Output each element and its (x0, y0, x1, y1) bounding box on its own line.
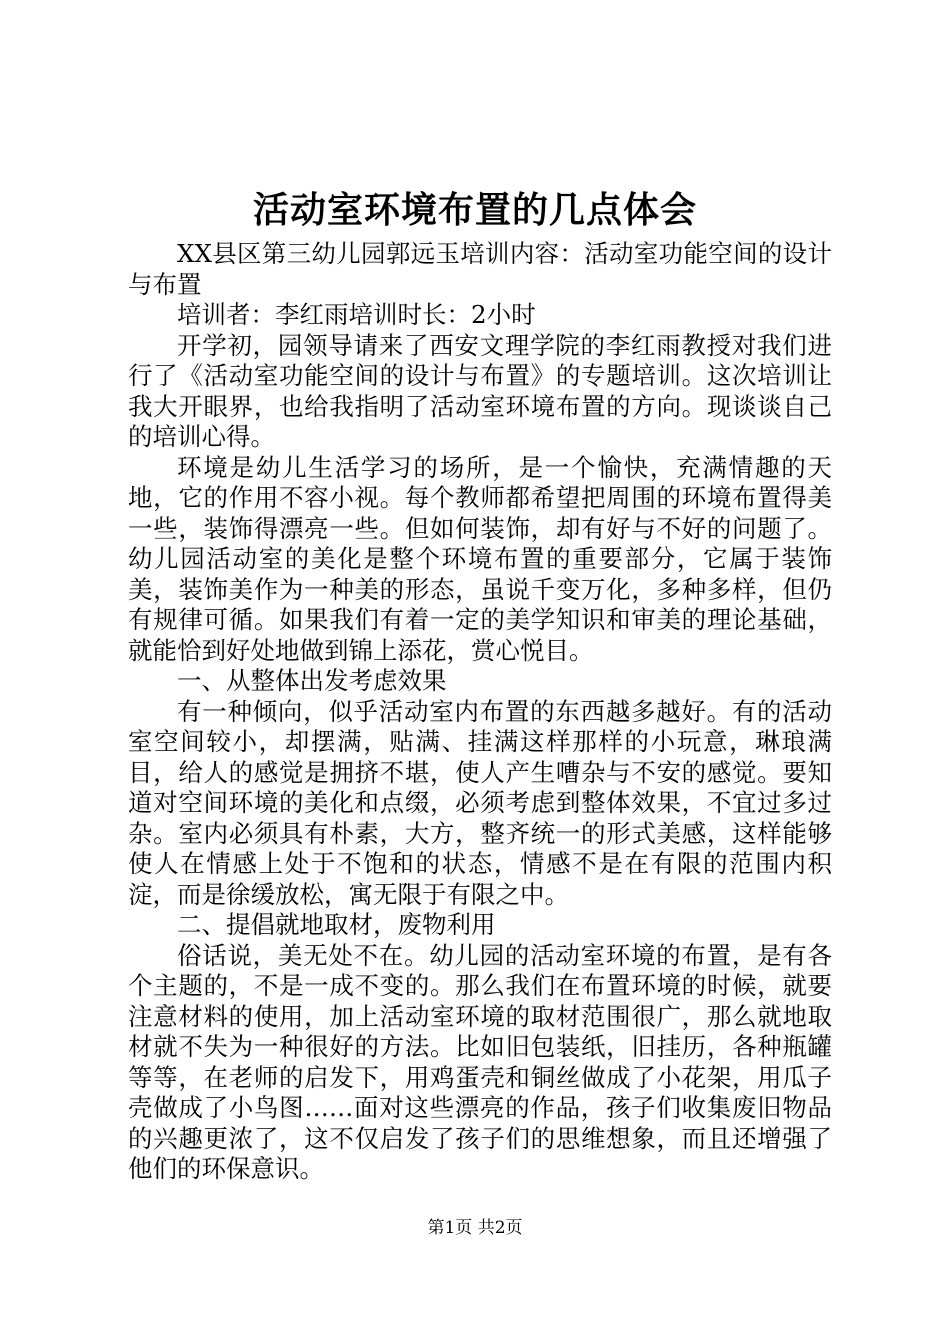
paragraph: 环境是幼儿生活学习的场所，是一个愉快，充满情趣的天地，它的作用不容小视。每个教师都希望把周围的环境布置得美一些，装饰得漂亮一些。但如何装饰，却有好与不好的问题了。幼儿园活动室的美化是整个环境布置的重要部分，它属于装饰美，装饰美作为一种美的形态，虽说千变万化，多种多样，但仍有规律可循。如果我们有着一定的美学知识和审美的理论基础，就能恰到好处地做到锦上添花，赏心悦目。 (128, 452, 832, 665)
section-heading: 一、从整体出发考虑效果 (177, 666, 447, 695)
paragraph: 俗话说，美无处不在。幼儿园的活动室环境的布置，是有各个主题的，不是一成不变的。那么我们在布置环境的时候，就要注意材料的使用，加上活动室环境的取材范围很广，那么就地取材就不失为一种很好的方法。比如旧包装纸，旧挂历，各种瓶罐等等，在老师的启发下，用鸡蛋壳和铜丝做成了小花架，用瓜子壳做成了小鸟图……面对这些漂亮的作品，孩子们收集废旧物品的兴趣更浓了，这不仅启发了孩子们的思维想象，而且还增强了他们的环保意识。 (128, 940, 832, 1183)
paragraph: 有一种倾向，似乎活动室内布置的东西越多越好。有的活动室空间较小，却摆满，贴满、挂满这样那样的小玩意，琳琅满目，给人的感觉是拥挤不堪，使人产生嘈杂与不安的感觉。要知道对空间环境的美化和点缀，必须考虑到整体效果，不宜过多过杂。室内必须具有朴素，大方，整齐统一的形式美感，这样能够使人在情感上处于不饱和的状态，情感不是在有限的范围内积淀，而是徐缓放松，寓无限于有限之中。 (128, 696, 832, 909)
paragraph: XX县区第三幼儿园郭远玉培训内容：活动室功能空间的设计与布置 (128, 239, 832, 299)
paragraph: 开学初，园领导请来了西安文理学院的李红雨教授对我们进行了《活动室功能空间的设计与布置》的专题培训。这次培训让我大开眼界，也给我指明了活动室环境布置的方向。现谈谈自己的培训心得。 (128, 330, 832, 451)
paragraph: 培训者：李红雨培训时长：2小时 (177, 300, 536, 329)
document-body (128, 239, 832, 1185)
page-footer: 第1页 共2页 (427, 1218, 523, 1238)
document-title: 活动室环境布置的几点体会 (252, 189, 697, 231)
section-heading: 二、提倡就地取材，废物利用 (177, 910, 496, 939)
